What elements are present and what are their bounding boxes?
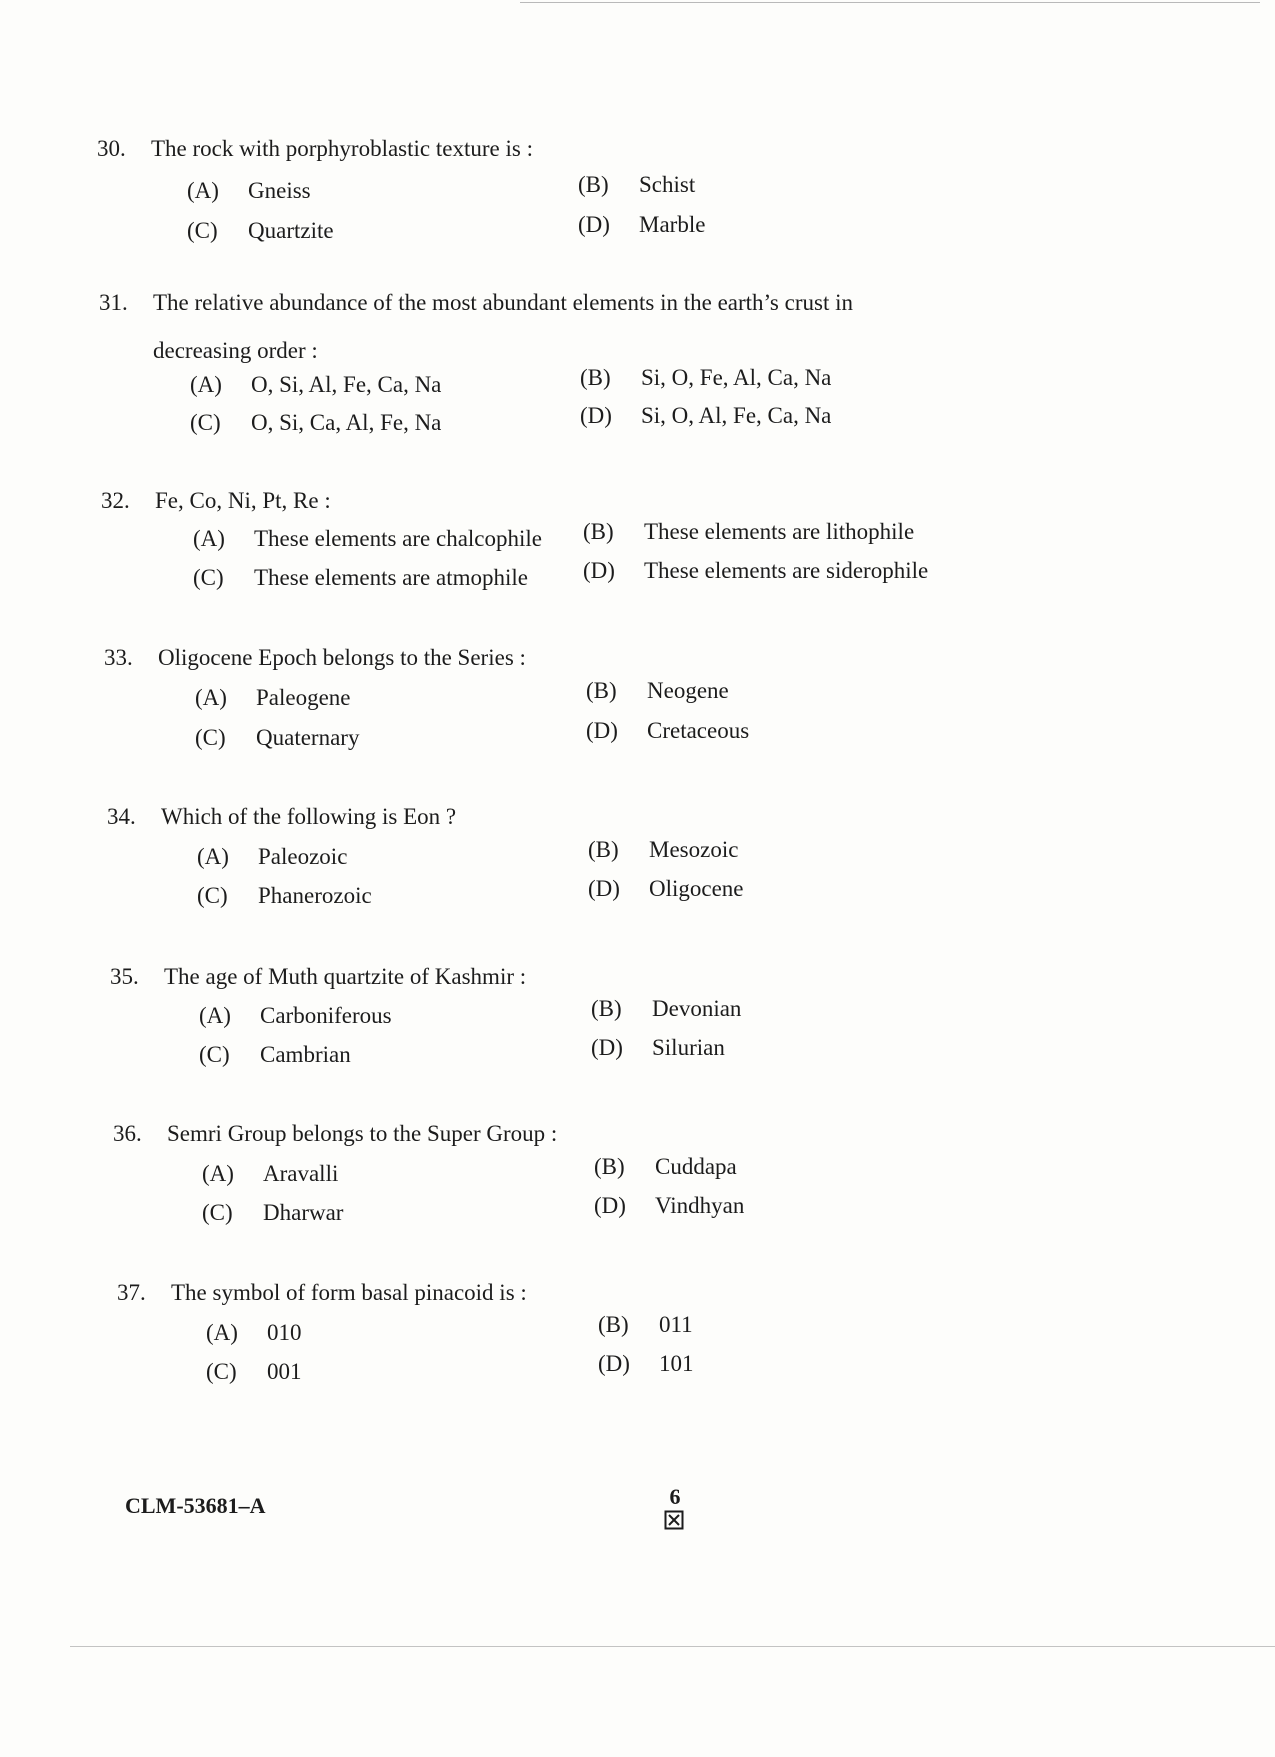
question-number: 34. [107,804,136,829]
option-letter: (C) [199,1042,230,1067]
option-text: Quartzite [248,218,334,243]
option-d [588,876,744,902]
option-c [206,1359,302,1385]
question-stem: The symbol of form basal pinacoid is : [171,1280,527,1305]
option-a [202,1161,338,1187]
option-a [187,178,311,204]
question-35 [110,964,1110,1084]
option-d [583,558,928,584]
boxed-x-icon [664,1510,684,1530]
option-c [187,218,334,244]
question-stem-continued: decreasing order : [153,338,318,363]
option-letter: (A) [197,844,229,869]
option-d [598,1351,694,1377]
option-text: These elements are atmophile [254,565,528,590]
question-text [101,488,331,514]
option-letter: (B) [598,1312,629,1337]
option-text: 011 [659,1312,693,1337]
option-letter: (B) [594,1154,625,1179]
question-number: 37. [117,1280,146,1305]
option-text: These elements are siderophile [644,558,929,583]
option-letter: (A) [206,1320,238,1345]
option-c [202,1200,343,1226]
option-text: Paleozoic [258,844,348,869]
option-b [594,1154,737,1180]
question-stem: Which of the following is Eon ? [161,804,457,829]
option-letter: (D) [594,1193,626,1218]
question-number: 30. [97,136,126,161]
option-letter: (B) [583,519,614,544]
question-30 [97,136,1097,256]
option-letter: (C) [197,883,228,908]
option-c [199,1042,351,1068]
option-letter: (C) [190,410,221,435]
question-stem: The age of Muth quartzite of Kashmir : [164,964,527,989]
question-text [99,290,853,316]
option-c [190,410,441,436]
option-letter: (D) [580,403,612,428]
option-text: Vindhyan [655,1193,745,1218]
option-b [586,678,729,704]
option-b [588,837,738,863]
option-b [580,365,831,391]
option-text: 001 [267,1359,302,1384]
question-stem: Oligocene Epoch belongs to the Series : [158,645,526,670]
question-number: 32. [101,488,130,513]
option-text: Phanerozoic [258,883,372,908]
option-letter: (C) [206,1359,237,1384]
option-letter: (A) [202,1161,234,1186]
option-letter: (C) [202,1200,233,1225]
question-text [110,964,526,990]
option-letter: (A) [187,178,219,203]
option-a [195,685,351,711]
option-b [591,996,741,1022]
option-letter: (D) [588,876,620,901]
question-33 [104,645,1104,765]
option-text: These elements are lithophile [644,519,915,544]
option-c [197,883,372,909]
option-letter: (D) [598,1351,630,1376]
option-text: Dharwar [263,1200,344,1225]
option-text: Quaternary [256,725,360,750]
bottom-rule [70,1646,1275,1647]
option-text: Mesozoic [649,837,739,862]
option-letter: (B) [591,996,622,1021]
question-36 [113,1121,1113,1241]
option-text: Oligocene [649,876,744,901]
option-letter: (B) [586,678,617,703]
option-a [197,844,347,870]
option-c [193,565,528,591]
option-text: Devonian [652,996,742,1021]
option-text: Cretaceous [647,718,750,743]
question-text [104,645,526,671]
question-31 [99,290,1099,450]
question-text [107,804,456,830]
option-text: These elements are chalcophile [254,526,542,551]
question-stem: The rock with porphyroblastic texture is : [151,136,533,161]
option-letter: (D) [583,558,615,583]
option-b [578,172,695,198]
question-text [117,1280,527,1306]
option-text: Carboniferous [260,1003,392,1028]
option-a [199,1003,392,1029]
paper-code: CLM-53681–A [125,1493,266,1518]
option-text: Schist [639,172,696,197]
option-letter: (C) [187,218,218,243]
question-stem: Semri Group belongs to the Super Group : [167,1121,558,1146]
option-text: Gneiss [248,178,311,203]
question-number: 33. [104,645,133,670]
option-text: Silurian [652,1035,725,1060]
option-letter: (B) [580,365,611,390]
option-text: O, Si, Al, Fe, Ca, Na [251,372,442,397]
option-letter: (D) [578,212,610,237]
option-text: Si, O, Fe, Al, Ca, Na [641,365,832,390]
question-number: 36. [113,1121,142,1146]
option-letter: (A) [190,372,222,397]
option-letter: (C) [193,565,224,590]
question-37 [117,1280,1117,1400]
option-a [206,1320,302,1346]
question-stem: The relative abundance of the most abundant elements in the earth’s crust in [153,290,853,315]
question-34 [107,804,1107,924]
page-number: 6 [669,1484,681,1509]
option-d [580,403,831,429]
question-number: 31. [99,290,128,315]
question-text [113,1121,557,1147]
question-stem: Fe, Co, Ni, Pt, Re : [155,488,331,513]
option-text: Neogene [647,678,729,703]
option-letter: (A) [195,685,227,710]
option-letter: (D) [586,718,618,743]
option-letter: (D) [591,1035,623,1060]
option-text: Si, O, Al, Fe, Ca, Na [641,403,832,428]
top-rule [520,2,1260,3]
option-a [193,526,542,552]
option-d [591,1035,725,1061]
option-c [195,725,359,751]
question-number: 35. [110,964,139,989]
question-32 [101,488,1101,608]
option-letter: (A) [193,526,225,551]
option-text: O, Si, Ca, Al, Fe, Na [251,410,442,435]
option-text: Cambrian [260,1042,351,1067]
option-letter: (C) [195,725,226,750]
question-text [97,136,533,162]
option-text: 010 [267,1320,302,1345]
option-b [598,1312,693,1338]
option-a [190,372,441,398]
option-b [583,519,914,545]
option-text: Cuddapa [655,1154,737,1179]
option-d [586,718,749,744]
option-letter: (A) [199,1003,231,1028]
option-text: 101 [659,1351,694,1376]
option-letter: (B) [588,837,619,862]
option-text: Marble [639,212,706,237]
option-text: Aravalli [263,1161,339,1186]
option-text: Paleogene [256,685,351,710]
option-letter: (B) [578,172,609,197]
option-d [578,212,705,238]
option-d [594,1193,744,1219]
